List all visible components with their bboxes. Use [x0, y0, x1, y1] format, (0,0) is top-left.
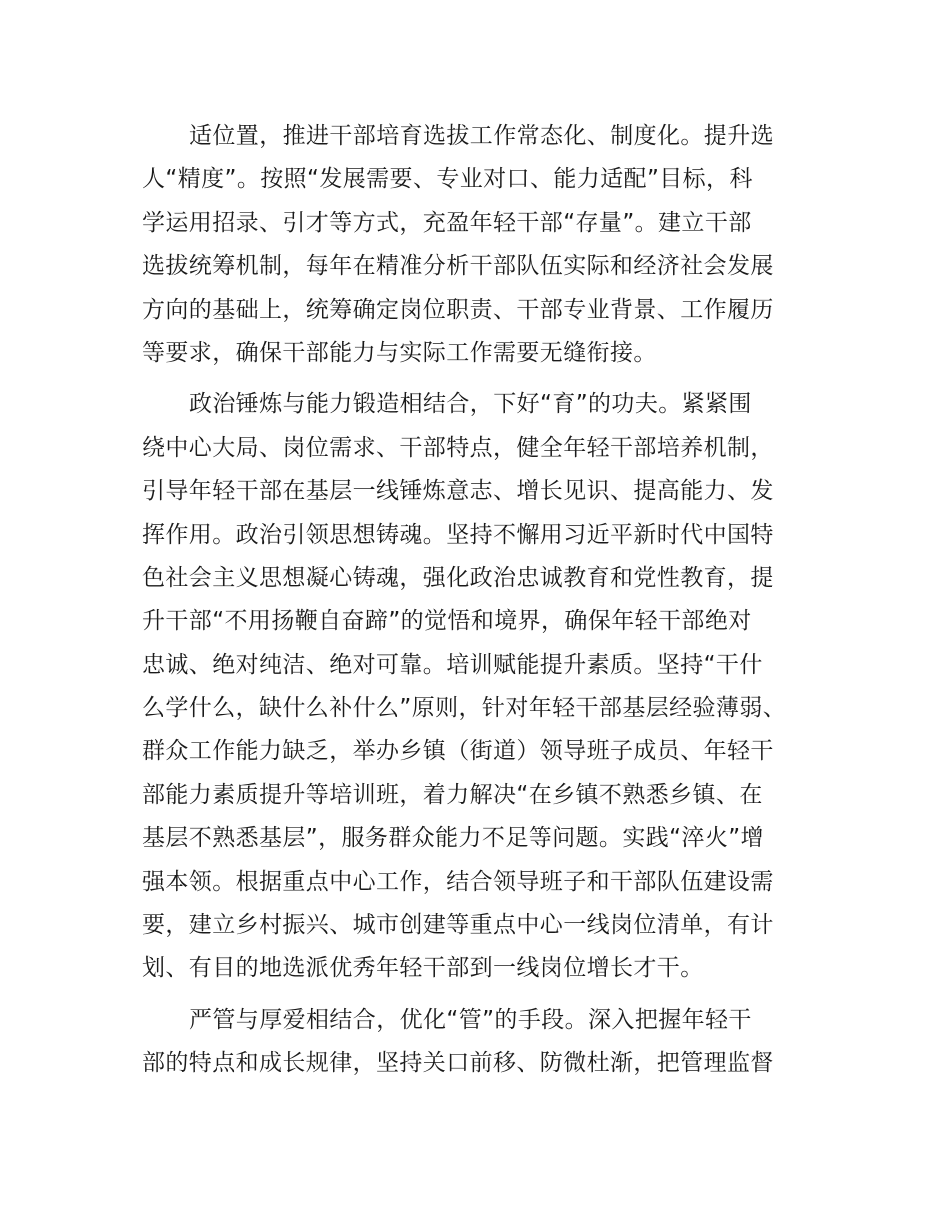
text-line: 人“精度”。按照“发展需要、专业对口、能力适配”目标，科	[142, 166, 753, 193]
paragraph	[142, 383, 822, 990]
paragraph-gap	[142, 991, 822, 999]
text-line: 么学什么，缺什么补什么”原则，针对年轻干部基层经验薄弱、	[142, 695, 787, 722]
text-line: 强本领。根据重点中心工作，结合领导班子和干部队伍建设需	[142, 868, 774, 895]
text-line: 升干部“不用扬鞭自奋蹄”的觉悟和境界，确保年轻干部绝对	[142, 608, 752, 635]
text-line: 部能力素质提升等培训班，着力解决“在乡镇不熟悉乡镇、在	[142, 781, 763, 808]
text-line: 要，建立乡村振兴、城市创建等重点中心一线岗位清单，有计	[142, 912, 774, 939]
text-line: 色社会主义思想凝心铸魂，强化政治忠诚教育和党性教育，提	[142, 564, 774, 591]
text-line: 政治锤炼与能力锻造相结合，下好“育”的功夫。紧紧围	[189, 391, 752, 418]
text-line: 忠诚、绝对纯洁、绝对可靠。培训赋能提升素质。坚持“干什	[142, 651, 763, 678]
text-line: 挥作用。政治引领思想铸魂。坚持不懈用习近平新时代中国特	[142, 521, 774, 548]
text-line: 适位置，推进干部培育选拔工作常态化、制度化。提升选	[189, 123, 774, 149]
text-line: 方向的基础上，统筹确定岗位职责、干部专业背景、工作履历	[142, 296, 774, 323]
text-line: 学运用招录、引才等方式，充盈年轻干部“存量”。建立干部	[142, 209, 752, 236]
text-line: 引导年轻干部在基层一线锤炼意志、增长见识、提高能力、发	[142, 478, 774, 505]
text-line: 基层不熟悉基层”，服务群众能力不足等问题。实践“淬火”增	[142, 825, 764, 852]
text-line: 严管与厚爱相结合，优化“管”的手段。深入把握年轻干	[189, 1006, 752, 1033]
text-line: 部的特点和成长规律，坚持关口前移、防微杜渐，把管理监督	[142, 1050, 774, 1077]
text-line: 划、有目的地选派优秀年轻干部到一线岗位增长才干。	[142, 955, 704, 982]
document-body	[142, 115, 822, 1086]
paragraph-gap	[142, 375, 822, 383]
text-line: 选拔统筹机制，每年在精准分析干部队伍实际和经济社会发展	[142, 253, 774, 280]
text-line: 等要求，确保干部能力与实际工作需要无缝衔接。	[142, 339, 657, 366]
paragraph	[142, 999, 822, 1086]
text-line: 群众工作能力缺乏，举办乡镇（街道）领导班子成员、年轻干	[142, 738, 774, 765]
paragraph	[142, 115, 822, 375]
text-line: 绕中心大局、岗位需求、干部特点，健全年轻干部培养机制，	[142, 434, 774, 461]
